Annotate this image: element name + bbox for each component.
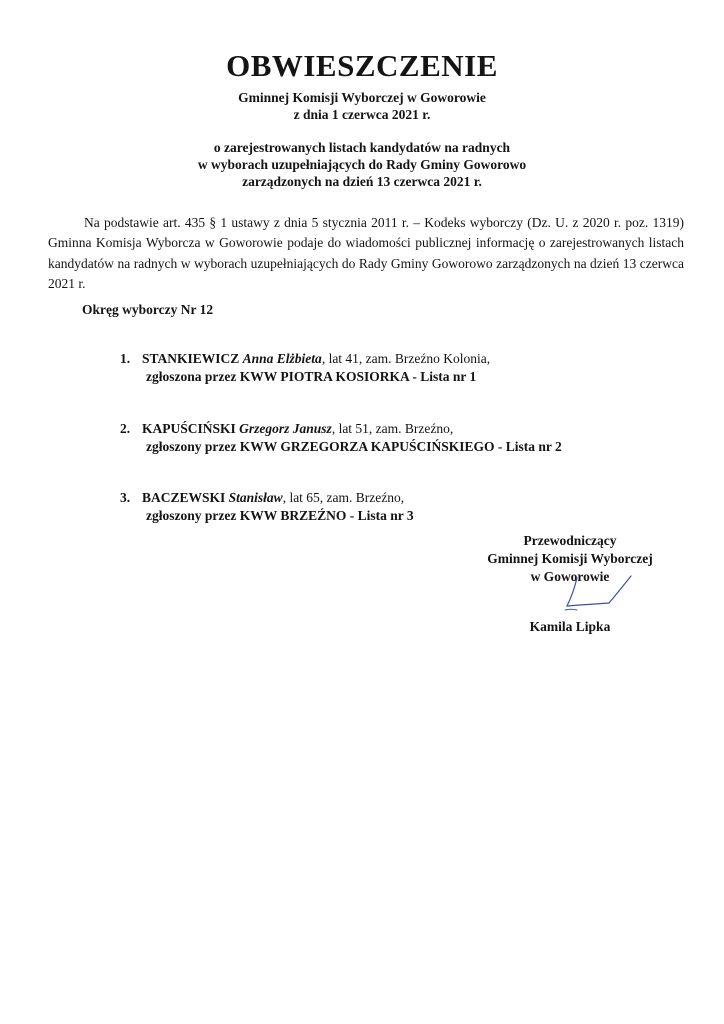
subject-line-1: o zarejestrowanych listach kandydatów na radnych xyxy=(213,140,511,155)
candidate-number: 1. xyxy=(120,351,131,366)
candidate-details: , lat 41, zam. Brzeźno Kolonia, xyxy=(321,351,491,366)
signatory-role-line-1: Przewodniczący xyxy=(523,533,617,548)
signatory-name: Kamila Lipka xyxy=(529,619,611,634)
candidate-submitted-by: zgłoszony przez KWW BRZEŹNO - Lista nr 3 xyxy=(146,508,414,523)
candidate-line xyxy=(120,420,680,438)
legal-basis-paragraph: Na podstawie art. 435 § 1 ustawy z dnia 5 stycznia 2011 r. – Kodeks wyborczy (Dz. U. z 2020 r. poz. 1319) Gminna Komisja Wyborcza w Goworowie podaje do wiadomości publicznej informację o zarejestrowanych listach kandydatów na radnych w wyborach uzupełniających do Rady Gminy Goworowo zarządzonych na dzień 13 czerwca 2021 r. xyxy=(48,215,684,291)
candidate-number: 3. xyxy=(120,490,131,505)
candidate-surname: STANKIEWICZ xyxy=(142,351,240,366)
candidate-submitted-by: zgłoszony przez KWW GRZEGORZA KAPUŚCIŃSKIEGO - Lista nr 2 xyxy=(146,439,562,454)
handwritten-signature xyxy=(555,574,635,620)
candidate-given-names: Grzegorz Janusz xyxy=(239,421,332,436)
signatory-role-line-2: Gminnej Komisji Wyborczej xyxy=(487,551,653,566)
signatory-role-line-3: w Goworowie xyxy=(530,569,610,584)
candidate-line xyxy=(120,350,680,368)
subject-line-3: zarządzonych na dzień 13 czerwca 2021 r. xyxy=(242,174,482,189)
candidate-number: 2. xyxy=(120,421,131,436)
candidate-surname: KAPUŚCIŃSKI xyxy=(142,421,236,436)
subject-line-2: w wyborach uzupełniających do Rady Gminy Goworowo xyxy=(197,157,527,172)
candidate-line xyxy=(120,489,680,507)
document-title: OBWIESZCZENIE xyxy=(226,48,498,83)
candidate-given-names: Stanisław xyxy=(228,490,283,505)
candidate-entry xyxy=(120,489,680,525)
candidate-given-names: Anna Elżbieta xyxy=(242,351,322,366)
candidate-entry xyxy=(120,350,680,386)
candidate-details: , lat 51, zam. Brzeźno, xyxy=(331,421,454,436)
candidate-details: , lat 65, zam. Brzeźno, xyxy=(282,490,405,505)
issue-date-line: z dnia 1 czerwca 2021 r. xyxy=(293,107,431,122)
candidate-entry xyxy=(120,420,680,456)
electoral-district-label: Okręg wyborczy Nr 12 xyxy=(82,302,214,317)
candidate-submitted-by: zgłoszona przez KWW PIOTRA KOSIORKA - Lista nr 1 xyxy=(146,369,477,384)
issuer-line: Gminnej Komisji Wyborczej w Goworowie xyxy=(238,90,486,105)
candidate-surname: BACZEWSKI xyxy=(142,490,226,505)
